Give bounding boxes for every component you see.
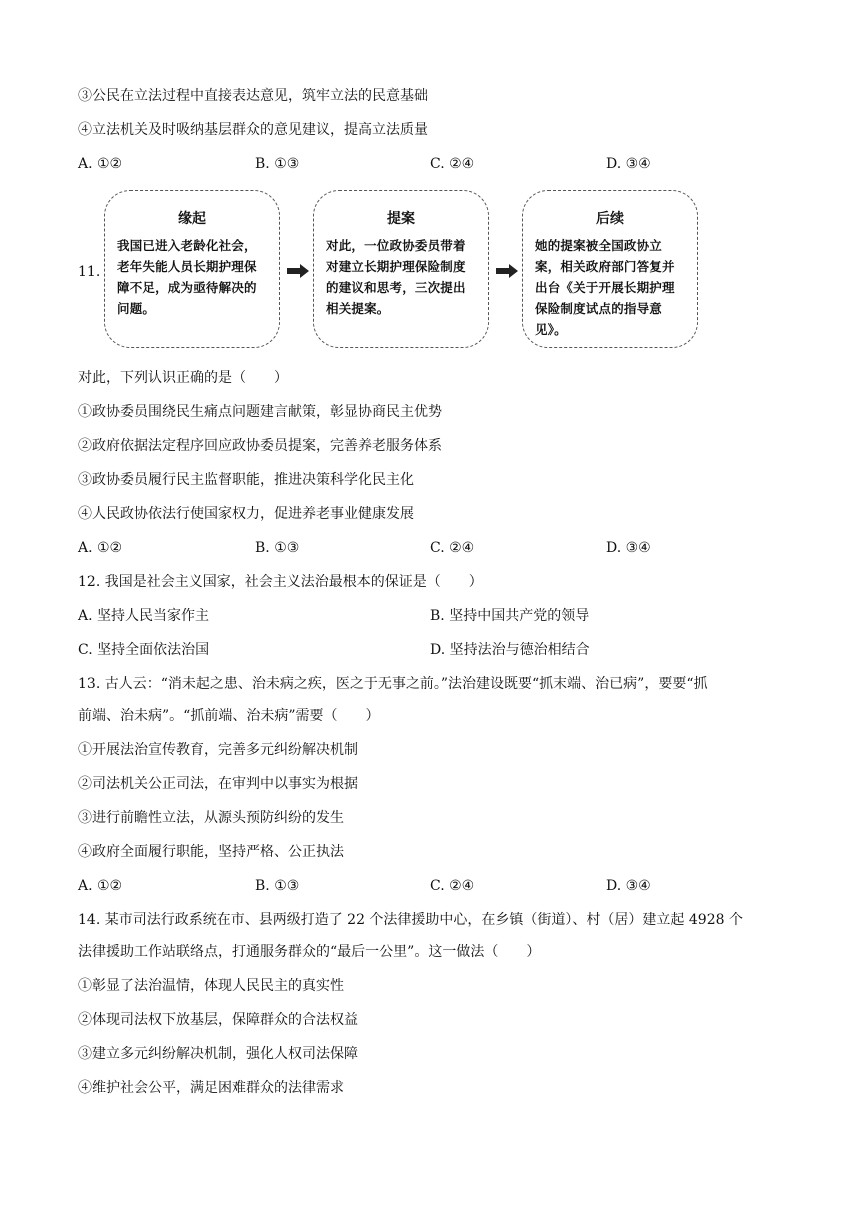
flow-box-proposal (313, 190, 489, 348)
choice-b[interactable]: B. ①③ (255, 878, 300, 894)
choice-c[interactable]: C. 坚持全面依法治国 (78, 642, 210, 658)
q11-option-3: ③政协委员履行民主监督职能，推进决策科学化民主化 (78, 472, 414, 488)
flow-box-title: 缘起 (178, 211, 206, 227)
choice-a[interactable]: A. 坚持人民当家作主 (78, 608, 210, 624)
flow-box-title: 后续 (596, 211, 624, 227)
choice-b[interactable]: B. 坚持中国共产党的领导 (430, 608, 590, 624)
q14-option-1: ①彰显了法治温情，体现人民民主的真实性 (78, 978, 344, 994)
flow-box-text: 对此，一位政协委员带着对建立长期护理保险制度的建议和思考，三次提出相关提案。 (326, 238, 466, 316)
q11-option-2: ②政府依据法定程序回应政协委员提案，完善养老服务体系 (78, 438, 442, 454)
choice-d[interactable]: D. ③④ (606, 540, 651, 556)
flow-box-title: 提案 (387, 211, 415, 227)
choice-b[interactable]: B. ①③ (255, 540, 300, 556)
q13-stem-line2: 前端、治未病”。“抓前端、治未病”需要（ ） (78, 708, 380, 724)
choice-c[interactable]: C. ②④ (430, 878, 475, 894)
q10-option-4: ④立法机关及时吸纳基层群众的意见建议，提高立法质量 (78, 122, 428, 138)
q14-stem-line1: 14. 某市司法行政系统在市、县两级打造了 22 个法律援助中心，在乡镇（街道）、村（居）建立起 4928 个 (78, 912, 743, 928)
q10-option-3: ③公民在立法过程中直接表达意见，筑牢立法的民意基础 (78, 88, 428, 104)
flow-box-text: 我国已进入老龄化社会，老年失能人员长期护理保障不足，成为亟待解决的问题。 (117, 238, 257, 316)
choice-a[interactable]: A. ①② (78, 156, 123, 172)
flow-box-followup (522, 190, 698, 348)
q10-choices (78, 154, 778, 174)
choice-d[interactable]: D. 坚持法治与德治相结合 (430, 642, 590, 658)
q14-option-3: ③建立多元纠纷解决机制，强化人权司法保障 (78, 1046, 358, 1062)
q11-stem: 对此，下列认识正确的是（ ） (78, 370, 288, 386)
right-arrow-icon (287, 264, 309, 278)
q11-option-1: ①政协委员围绕民生痛点问题建言献策，彰显协商民主优势 (78, 404, 442, 420)
choice-d[interactable]: D. ③④ (606, 878, 651, 894)
choice-c[interactable]: C. ②④ (430, 540, 475, 556)
q12-stem: 12. 我国是社会主义国家，社会主义法治最根本的保证是（ ） (78, 574, 483, 590)
choice-b[interactable]: B. ①③ (255, 156, 300, 172)
q13-option-3: ③进行前瞻性立法，从源头预防纠纷的发生 (78, 810, 344, 826)
q13-option-4: ④政府全面履行职能，坚持严格、公正执法 (78, 844, 344, 860)
q12-choices-row2 (78, 640, 778, 660)
q14-option-2: ②体现司法权下放基层，保障群众的合法权益 (78, 1012, 358, 1028)
q11-number: 11. (78, 264, 101, 280)
flow-box-origin (104, 190, 280, 348)
q11-choices (78, 538, 778, 558)
choice-d[interactable]: D. ③④ (606, 156, 651, 172)
flow-box-text: 她的提案被全国政协立案，相关政府部门答复并出台《关于开展长期护理保险制度试点的指导意见》。 (535, 238, 675, 337)
q13-option-1: ①开展法治宣传教育，完善多元纠纷解决机制 (78, 742, 358, 758)
q13-stem-line1: 13. 古人云：“消未起之患、治未病之疾，医之于无事之前。”法治建设既要“抓末端、治已病”，要要“抓 (78, 676, 708, 692)
q11-option-4: ④人民政协依法行使国家权力，促进养老事业健康发展 (78, 506, 414, 522)
q14-stem-line2: 法律援助工作站联络点，打通服务群众的“最后一公里”。这一做法（ ） (78, 944, 541, 960)
choice-a[interactable]: A. ①② (78, 540, 123, 556)
q12-choices-row1 (78, 606, 778, 626)
q13-option-2: ②司法机关公正司法，在审判中以事实为根据 (78, 776, 358, 792)
choice-c[interactable]: C. ②④ (430, 156, 475, 172)
right-arrow-icon (496, 264, 518, 278)
q14-option-4: ④维护社会公平，满足困难群众的法律需求 (78, 1080, 344, 1096)
q13-choices (78, 876, 778, 896)
choice-a[interactable]: A. ①② (78, 878, 123, 894)
